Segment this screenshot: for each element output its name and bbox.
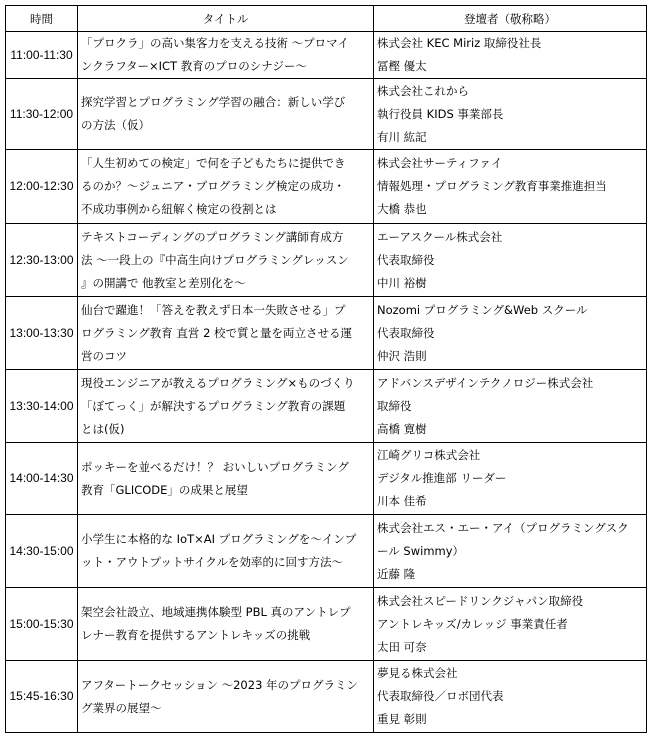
- schedule-row: [6, 370, 647, 443]
- speaker-line: 株式会社サーティファイ: [377, 156, 503, 170]
- session-title-line: 架空会社設立、地域連携体験型 PBL 真のアントレプ: [81, 605, 351, 619]
- session-title-line: 小学生に本格的な IoT×AI プログラミングを〜インプ: [81, 532, 357, 546]
- speaker-line: アドバンスデザインテクノロジー株式会社: [377, 375, 594, 390]
- session-title-line: 営のコツ: [81, 348, 127, 363]
- speaker-line: 太田 可奈: [377, 639, 427, 654]
- session-title-line: ット・アウトプットサイクルを効率的に回す方法〜: [81, 555, 343, 569]
- speaker-line: Nozomi プログラミング&Web スクール: [377, 302, 588, 317]
- schedule-row: [6, 443, 647, 515]
- session-time: 11:00-11:30: [6, 32, 78, 79]
- speaker-line: 株式会社スピードリンクジャパン取締役: [377, 593, 584, 608]
- session-speaker: [374, 515, 647, 588]
- session-time: 15:00-15:30: [6, 588, 78, 661]
- session-title-line: 』の開講で 他教室と差別化を〜: [81, 275, 246, 290]
- schedule-row: [6, 32, 647, 79]
- speaker-line: 大橋 恭也: [377, 202, 427, 216]
- speaker-line: 近藤 隆: [377, 566, 416, 581]
- session-title-line: ポッキーを並べるだけ！？ おいしいプログラミング: [81, 459, 349, 474]
- speaker-line: 江崎グリコ株式会社: [377, 448, 481, 462]
- speaker-line: 情報処理・プログラミング教育事業推進担当: [377, 179, 607, 193]
- session-time: 15:45-16:30: [6, 661, 78, 733]
- session-time: 12:00-12:30: [6, 150, 78, 224]
- session-speaker: [374, 32, 647, 79]
- session-title-line: 「人生初めての検定」で何を子どもたちに提供でき: [81, 156, 346, 170]
- schedule-row: [6, 297, 647, 370]
- session-title-line: ログラミング教育 直営 2 校で質と量を両立させる運: [81, 325, 353, 340]
- speaker-line: 重見 彰則: [377, 712, 427, 726]
- session-title-line: アフタートークセッション 〜2023 年のプログラミン: [81, 677, 359, 692]
- schedule-row: [6, 661, 647, 733]
- speaker-line: 川本 佳希: [377, 494, 427, 508]
- session-title-line: 「プロクラ」の高い集客力を支える技術 〜プロマイ: [81, 36, 349, 50]
- speaker-line: エーアスクール株式会社: [377, 229, 503, 244]
- session-title-line: グ業界の展望〜: [81, 700, 162, 715]
- session-time: 14:30-15:00: [6, 515, 78, 588]
- speaker-line: 取締役: [377, 398, 412, 413]
- session-title-line: レナー教育を提供するアントレキッズの挑戦: [81, 628, 311, 642]
- header-time: 時間: [6, 6, 78, 32]
- session-time: 11:30-12:00: [6, 79, 78, 150]
- schedule-row: [6, 515, 647, 588]
- session-title: [78, 150, 374, 224]
- schedule-row: [6, 224, 647, 297]
- speaker-line: 代表取締役／ロボ団代表: [377, 689, 504, 703]
- schedule-body: [6, 32, 647, 733]
- header-speaker: 登壇者（敬称略）: [374, 6, 647, 32]
- session-title-line: 教育「GLICODE」の成果と展望: [81, 482, 248, 497]
- speaker-line: 株式会社これから: [377, 83, 469, 98]
- speaker-line: 夢見る株式会社: [377, 666, 458, 680]
- speaker-line: 冨樫 優太: [377, 59, 427, 73]
- speaker-line: 代表取締役: [377, 325, 435, 340]
- speaker-line: ール Swimmy）: [377, 543, 465, 558]
- speaker-line: 株式会社 KEC Miriz 取締役社長: [377, 36, 542, 50]
- session-title-line: の方法（仮）: [81, 118, 150, 132]
- session-title: [78, 224, 374, 297]
- session-title-line: 不成功事例から紐解く検定の役割とは: [81, 202, 277, 216]
- session-time: 14:00-14:30: [6, 443, 78, 515]
- header-row: [6, 6, 647, 32]
- session-title: [78, 515, 374, 588]
- session-title-line: 探究学習とプログラミング学習の融合：新しい学び: [81, 95, 346, 109]
- schedule-table: [5, 5, 647, 733]
- session-speaker: [374, 588, 647, 661]
- session-speaker: [374, 661, 647, 733]
- session-speaker: [374, 79, 647, 150]
- session-time: 13:00-13:30: [6, 297, 78, 370]
- session-title-line: 仙台で躍進！「答えを教えず日本一失敗させる」プ: [81, 302, 346, 317]
- session-title: [78, 79, 374, 150]
- session-speaker: [374, 443, 647, 515]
- session-title-line: 現役エンジニアが教えるプログラミング×ものづくり: [81, 375, 355, 390]
- header-title: タイトル: [78, 6, 374, 32]
- schedule-row: [6, 150, 647, 224]
- session-title-line: 法 〜一段上の『中高生向けプログラミングレッスン: [81, 252, 349, 267]
- session-title-line: とは(仮): [81, 421, 125, 436]
- session-time: 12:30-13:00: [6, 224, 78, 297]
- schedule-row: [6, 588, 647, 661]
- speaker-line: アントレキッズ/カレッジ 事業責任者: [377, 616, 568, 631]
- session-title: [78, 443, 374, 515]
- session-title-line: ンクラフター×ICT 教育のプロのシナジー〜: [81, 59, 307, 73]
- session-title: [78, 297, 374, 370]
- speaker-line: 有川 紘記: [377, 129, 427, 144]
- schedule-row: [6, 79, 647, 150]
- session-title: [78, 661, 374, 733]
- session-title-line: テキストコーディングのプログラミング講師育成方: [81, 229, 344, 244]
- session-title: [78, 370, 374, 443]
- speaker-line: 株式会社エス・エー・アイ（プログラミングスク: [377, 520, 629, 535]
- speaker-line: 中川 裕樹: [377, 275, 427, 290]
- session-title: [78, 588, 374, 661]
- session-speaker: [374, 224, 647, 297]
- speaker-line: 仲沢 浩則: [377, 348, 427, 363]
- session-time: 13:30-14:00: [6, 370, 78, 443]
- speaker-line: 代表取締役: [377, 252, 435, 267]
- session-title: [78, 32, 374, 79]
- session-speaker: [374, 150, 647, 224]
- session-speaker: [374, 370, 647, 443]
- speaker-line: 高橋 寛樹: [377, 421, 427, 436]
- session-speaker: [374, 297, 647, 370]
- speaker-line: デジタル推進部 リーダー: [377, 471, 507, 485]
- session-title-line: るのか？〜ジュニア・プログラミング検定の成功・: [81, 179, 346, 193]
- session-title-line: 「ぼてっく」が解決するプログラミング教育の課題: [81, 398, 346, 413]
- speaker-line: 執行役員 KIDS 事業部長: [377, 106, 504, 121]
